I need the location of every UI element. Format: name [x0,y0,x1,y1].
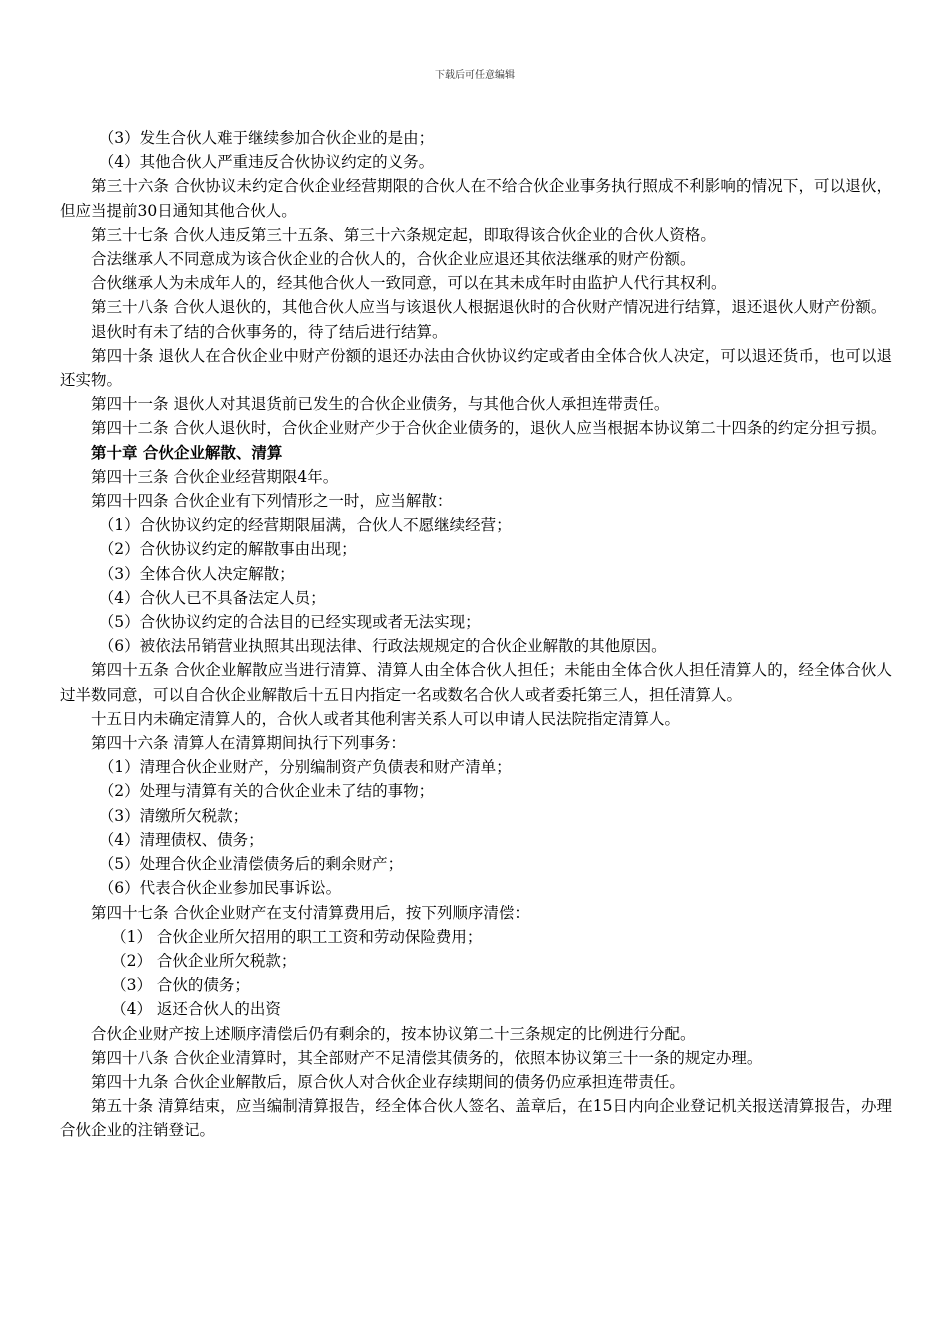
clause-paragraph: 合伙企业财产按上述顺序清偿后仍有剩余的，按本协议第二十三条规定的比例进行分配。 [91,1024,696,1043]
clause-paragraph: 第三十六条 合伙协议未约定合伙企业经营期限的合伙人在不给合伙企业事务执行照成不利影响的情况下，可以退伙，但应当提前30日通知其他合伙人。 [60,177,892,220]
list-item: （4）清理债权、债务； [98,830,264,849]
clause-paragraph: 第四十九条 合伙企业解散后，原合伙人对合伙企业存续期间的债务仍应承担连带责任。 [91,1072,685,1091]
clause-paragraph: 第四十六条 清算人在清算期间执行下列事务： [91,734,406,753]
clause-paragraph: 第四十四条 合伙企业有下列情形之一时，应当解散： [91,492,453,511]
list-item: （1）合伙协议约定的经营期限届满，合伙人不愿继续经营； [98,516,512,535]
clause-paragraph: 第四十一条 退伙人对其退货前已发生的合伙企业债务，与其他合伙人承担连带责任。 [91,395,670,414]
list-item: （4） 返还合伙人的出资 [111,1000,281,1019]
clause-paragraph: 第四十条 退伙人在合伙企业中财产份额的退还办法由合伙协议约定或者由全体合伙人决定，可以退还货币，也可以退还实物。 [60,346,892,390]
clause-paragraph: 第四十七条 合伙企业财产在支付清算费用后，按下列顺序清偿： [91,903,530,922]
list-item: （6）代表合伙企业参加民事诉讼。 [98,879,342,898]
clause-paragraph: 合伙继承人为未成年人的，经其他合伙人一致同意，可以在其未成年时由监护人代行其权利。 [91,274,727,293]
list-item: （2） 合伙企业所欠税款； [111,951,297,970]
list-item: （2）合伙协议约定的解散事由出现； [98,540,357,559]
chapter-heading: 第十章 合伙企业解散、清算 [91,442,283,462]
clause-paragraph: 退伙时有未了结的合伙事务的，待了结后进行结算。 [91,322,448,341]
list-item: （5）处理合伙企业清偿债务后的剩余财产； [98,855,404,874]
list-item: （3）全体合伙人决定解散； [98,564,295,583]
document-body [60,126,892,1143]
clause-paragraph: 第四十八条 合伙企业清算时，其全部财产不足清偿其债务的，依照本协议第三十一条的规定办理。 [91,1048,763,1067]
list-item: （4）其他合伙人严重违反合伙协议约定的义务。 [98,153,435,172]
list-item: （6）被依法吊销营业执照其出现法律、行政法规规定的合伙企业解散的其他原因。 [98,637,667,656]
clause-paragraph: 第四十二条 合伙人退伙时，合伙企业财产少于合伙企业债务的，退伙人应当根据本协议第二十四条的约定分担亏损。 [91,419,887,438]
clause-paragraph: 合法继承人不同意成为该合伙企业的合伙人的，合伙企业应退还其依法继承的财产份额。 [91,250,696,269]
list-item: （1） 合伙企业所欠招用的职工工资和劳动保险费用； [111,927,483,946]
clause-paragraph: 第四十三条 合伙企业经营期限4年。 [91,467,339,486]
list-item: （3） 合伙的债务； [111,976,250,995]
list-item: （1）清理合伙企业财产，分别编制资产负债表和财产清单； [98,758,512,777]
list-item: （2）处理与清算有关的合伙企业未了结的事物； [98,782,435,801]
clause-paragraph: 十五日内未确定清算人的，合伙人或者其他利害关系人可以申请人民法院指定清算人。 [91,709,681,728]
clause-paragraph: 第五十条 清算结束，应当编制清算报告，经全体合伙人签名、盖章后，在15日内向企业登记机关报送清算报告，办理合伙企业的注销登记。 [60,1097,892,1140]
list-item: （3）清缴所欠税款； [98,806,249,825]
list-item: （5）合伙协议约定的合法目的已经实现或者无法实现； [98,613,481,632]
page-header: 下载后可任意编辑 [435,70,515,81]
clause-paragraph: 第三十七条 合伙人违反第三十五条、第三十六条规定起，即取得该合伙企业的合伙人资格。 [91,225,716,244]
clause-paragraph: 第四十五条 合伙企业解散应当进行清算、清算人由全体合伙人担任；未能由全体合伙人担任清算人的，经全体合伙人过半数同意，可以自合伙企业解散后十五日内指定一名或数名合伙人或者委托第三人，担任清算人。 [60,661,892,704]
clause-paragraph: 第三十八条 合伙人退伙的，其他合伙人应当与该退伙人根据退伙时的合伙财产情况进行结算，退还退伙人财产份额。 [91,298,887,317]
list-item: （3）发生合伙人难于继续参加合伙企业的是由； [98,129,435,147]
list-item: （4）合伙人已不具备法定人员； [98,588,326,607]
